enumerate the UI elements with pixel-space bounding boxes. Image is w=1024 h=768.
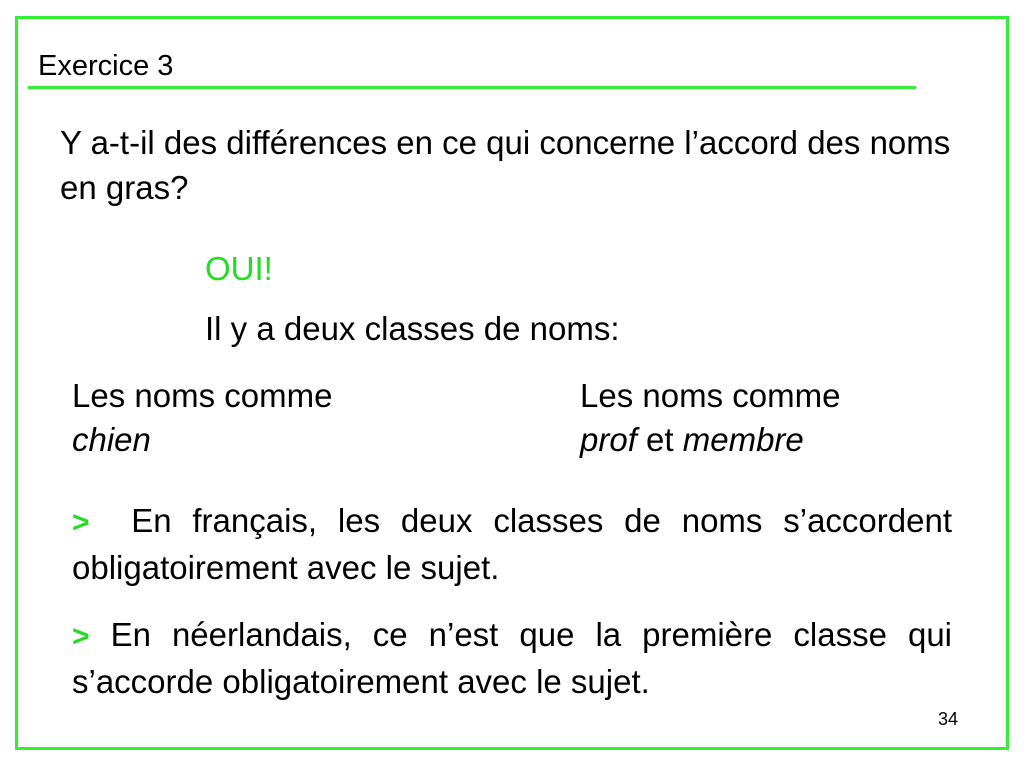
noun-class-left-label: Les noms comme	[72, 377, 333, 414]
noun-class-right-label: Les noms comme	[580, 377, 841, 414]
bullet-french	[72, 498, 952, 590]
example-membre: membre	[682, 421, 804, 458]
bullet-dutch	[72, 612, 952, 704]
arrow-marker-icon: >	[72, 506, 90, 539]
example-connector: et	[646, 421, 674, 458]
noun-class-right-examples	[580, 418, 840, 462]
question-text: Y a-t-il des différences en ce qui concerne l’accord des noms en gras?	[60, 124, 951, 206]
classes-intro: Il y a deux classes de noms:	[205, 310, 620, 347]
example-prof: prof	[580, 421, 637, 458]
answer-text: OUI!	[205, 250, 273, 287]
noun-class-left-example: chien	[72, 421, 151, 458]
bullet-french-text: En français, les deux classes de noms s’accordent obligatoirement avec le sujet.	[72, 502, 952, 586]
page-number: 34	[938, 709, 959, 729]
title-underline	[28, 86, 916, 89]
slide-title: Exercice 3	[38, 50, 174, 82]
noun-class-left	[72, 374, 332, 462]
bullet-dutch-text: En néerlandais, ce n’est que la première classe qui s’accorde obligatoirement avec le sujet.	[72, 616, 953, 700]
noun-class-right	[580, 374, 840, 462]
arrow-marker-icon: >	[72, 620, 90, 653]
